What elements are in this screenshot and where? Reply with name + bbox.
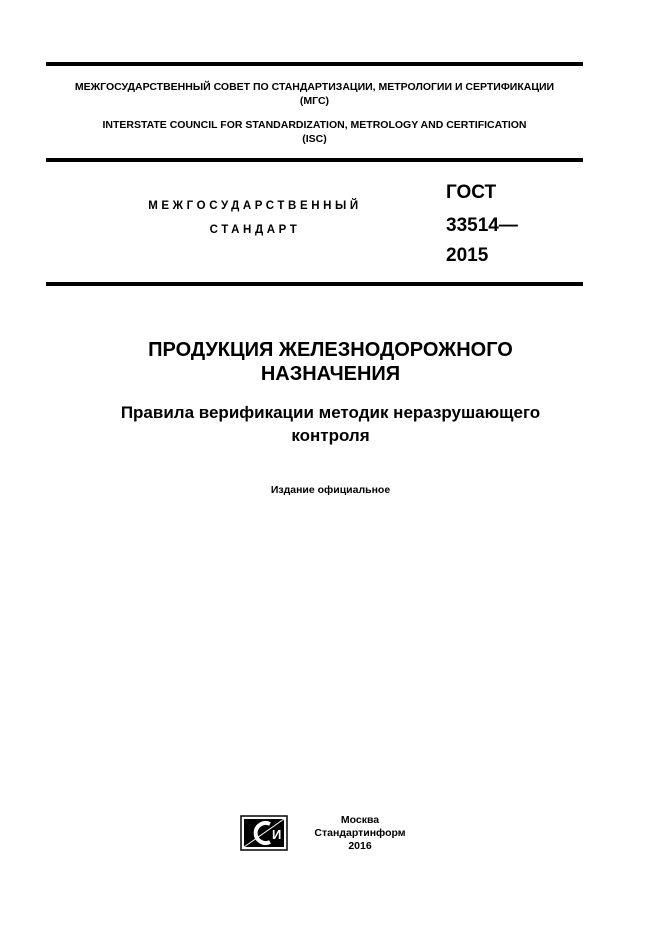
edition-label: Издание официальное: [270, 484, 391, 496]
svg-text:И: И: [272, 827, 282, 842]
gost-prefix: ГОСТ: [446, 182, 497, 203]
document-title-line1: ПРОДУКЦИЯ ЖЕЛЕЗНОДОРОЖНОГО: [148, 339, 513, 361]
middle-rule: [46, 158, 583, 162]
council-ru-name: МЕЖГОСУДАРСТВЕННЫЙ СОВЕТ ПО СТАНДАРТИЗАЦИИ, МЕТРОЛОГИИ И СЕРТИФИКАЦИИ: [74, 81, 555, 93]
document-subtitle-line2: контроля: [291, 426, 370, 445]
gost-number: 33514—: [446, 215, 518, 236]
top-rule: [46, 62, 583, 66]
document-title-line2: НАЗНАЧЕНИЯ: [260, 363, 401, 385]
council-ru: [46, 80, 583, 108]
publisher-city: Москва: [340, 814, 380, 826]
council-en-abbr: (ISC): [302, 133, 327, 145]
document-subtitle-line1: Правила верификации методик неразрушающего: [120, 403, 541, 422]
council-en: [46, 118, 583, 146]
gost-year: 2015: [446, 245, 489, 266]
standard-kind-line2: СТАНДАРТ: [209, 224, 301, 236]
council-en-name: INTERSTATE COUNCIL FOR STANDARDIZATION, METROLOGY AND CERTIFICATION: [102, 119, 527, 131]
publisher-name: Стандартинформ: [314, 827, 406, 839]
council-ru-abbr: (МГС): [299, 95, 330, 107]
standard-kind-line1: МЕЖГОСУДАРСТВЕННЫЙ: [148, 200, 362, 212]
bottom-rule: [46, 282, 583, 286]
publisher-year: 2016: [348, 840, 372, 852]
standartinform-logo-icon: [240, 815, 288, 851]
